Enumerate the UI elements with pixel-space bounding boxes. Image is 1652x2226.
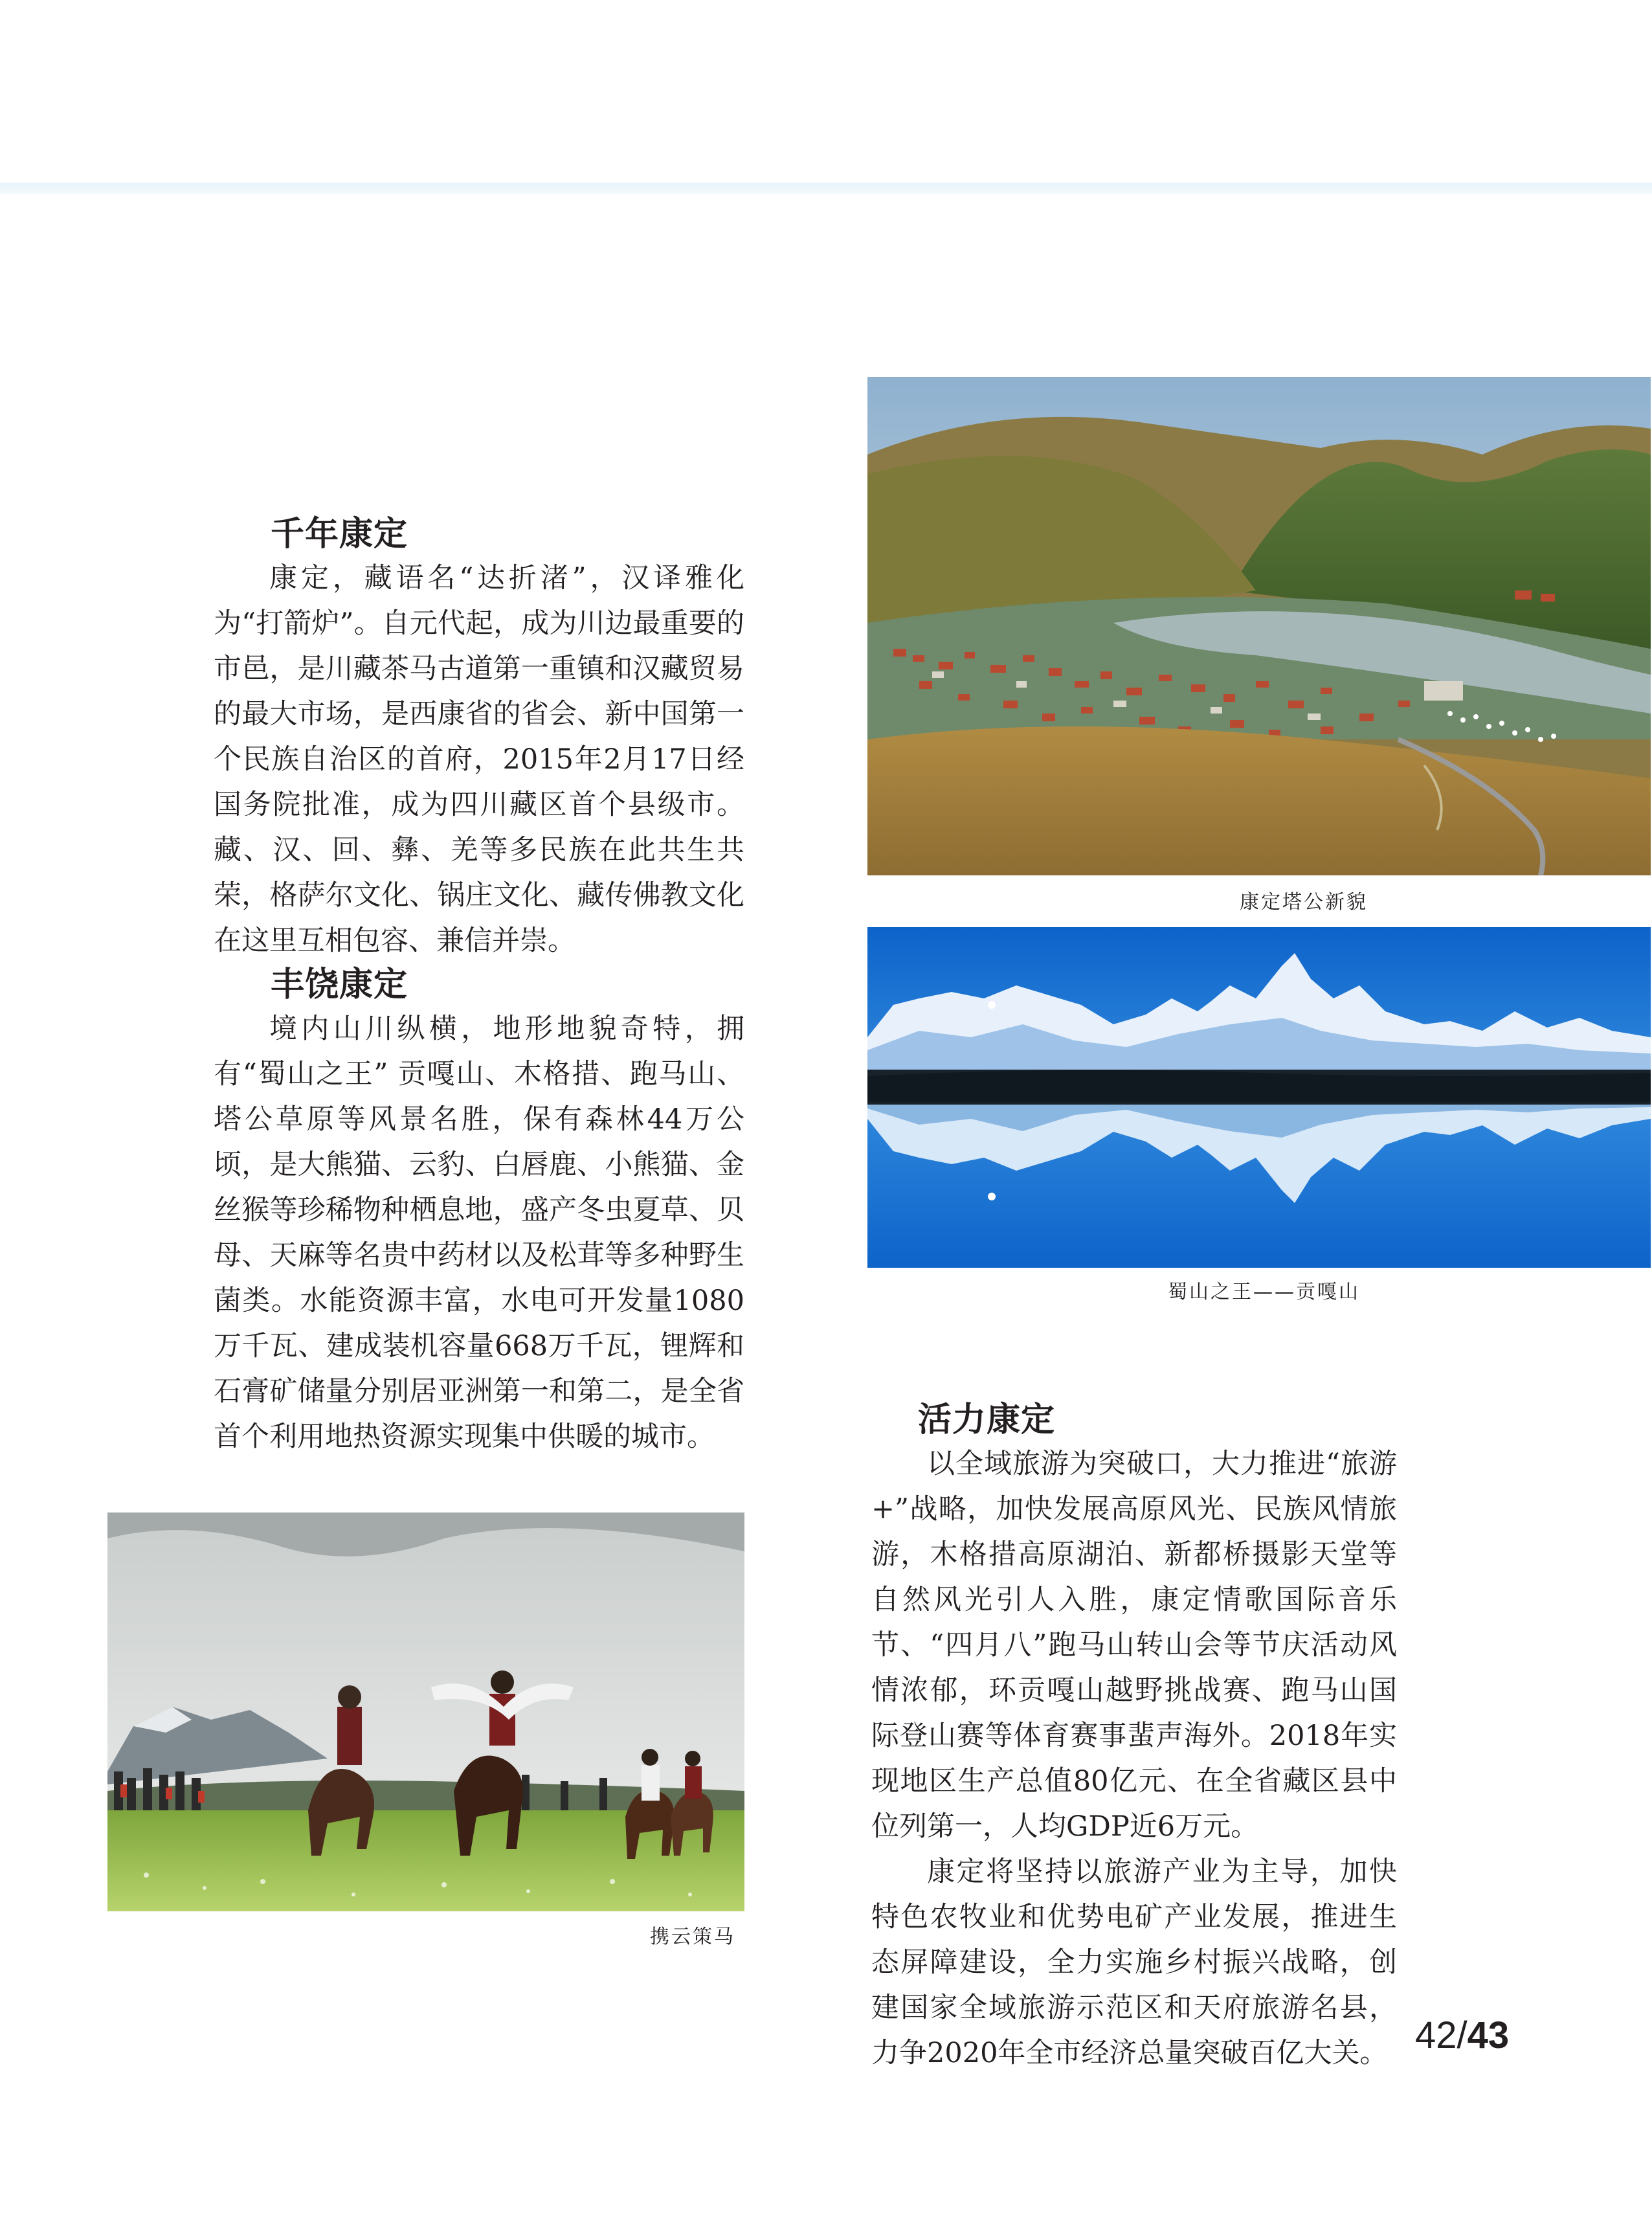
page-number	[1415, 2014, 1509, 2057]
photo-horse-riders	[107, 1512, 744, 1911]
page-number-left: 42/	[1415, 2014, 1468, 2056]
caption-gongga: 蜀山之王——贡嘎山	[1168, 1281, 1360, 1303]
section-body-vitality: 以全域旅游为突破口，大力推进“旅游+”战略，加快发展高原风光、民族风情旅游，木格措高原湖泊、新都桥摄影天堂等自然风光引人入胜，康定情歌国际音乐节、“四月八”跑马山转山会等节庆活动风情浓郁，环贡嘎山越野挑战赛、跑马山国际登山赛等体育赛事蜚声海外。2018年实现地区生产总值80亿元、在全省藏区县中位列第一，人均GDP近6万元。	[871, 1448, 1397, 1843]
photo-gongga-mountain	[867, 927, 1651, 1268]
page-number-right: 43	[1467, 2014, 1510, 2056]
section-body-vitality-2: 康定将坚持以旅游产业为主导，加快特色农牧业和优势电矿产业发展，推进生态屏障建设，全力实施乡村振兴战略，创建国家全域旅游示范区和天府旅游名县，力争2020年全市经济总量突破百亿大关。	[871, 1856, 1397, 2069]
caption-horses: 携云策马	[650, 1926, 735, 1948]
caption-tagong: 康定塔公新貌	[1240, 891, 1368, 914]
photo-tagong-town	[867, 377, 1651, 875]
section-heading-vitality: 活力康定	[918, 1400, 1056, 1439]
section-body-abundance: 境内山川纵横，地形地貌奇特，拥有“蜀山之王” 贡嘎山、木格措、跑马山、塔公草原等风景名胜，保有森林44万公顷，是大熊猫、云豹、白唇鹿、小熊猫、金丝猴等珍稀物种栖息地，盛产冬虫夏草、贝母、天麻等名贵中药材以及松茸等多种野生菌类。水能资源丰富，水电可开发量1080万千瓦、建成装机容量668万千瓦，锂辉和石膏矿储量分别居亚洲第一和第二，是全省首个利用地热资源实现集中供暖的城市。	[214, 1013, 744, 1453]
section-heading-abundance: 丰饶康定	[271, 965, 408, 1004]
section-heading-millennium: 千年康定	[271, 515, 408, 554]
header-band	[0, 183, 1652, 194]
section-body-millennium: 康定，藏语名“达折渚”，汉译雅化为“打箭炉”。自元代起，成为川边最重要的市邑，是川藏茶马古道第一重镇和汉藏贸易的最大市场，是西康省的省会、新中国第一个民族自治区的首府，2015年2月17日经国务院批准，成为四川藏区首个县级市。藏、汉、回、彝、羌等多民族在此共生共荣，格萨尔文化、锅庄文化、藏传佛教文化在这里互相包容、兼信并崇。	[214, 562, 744, 957]
